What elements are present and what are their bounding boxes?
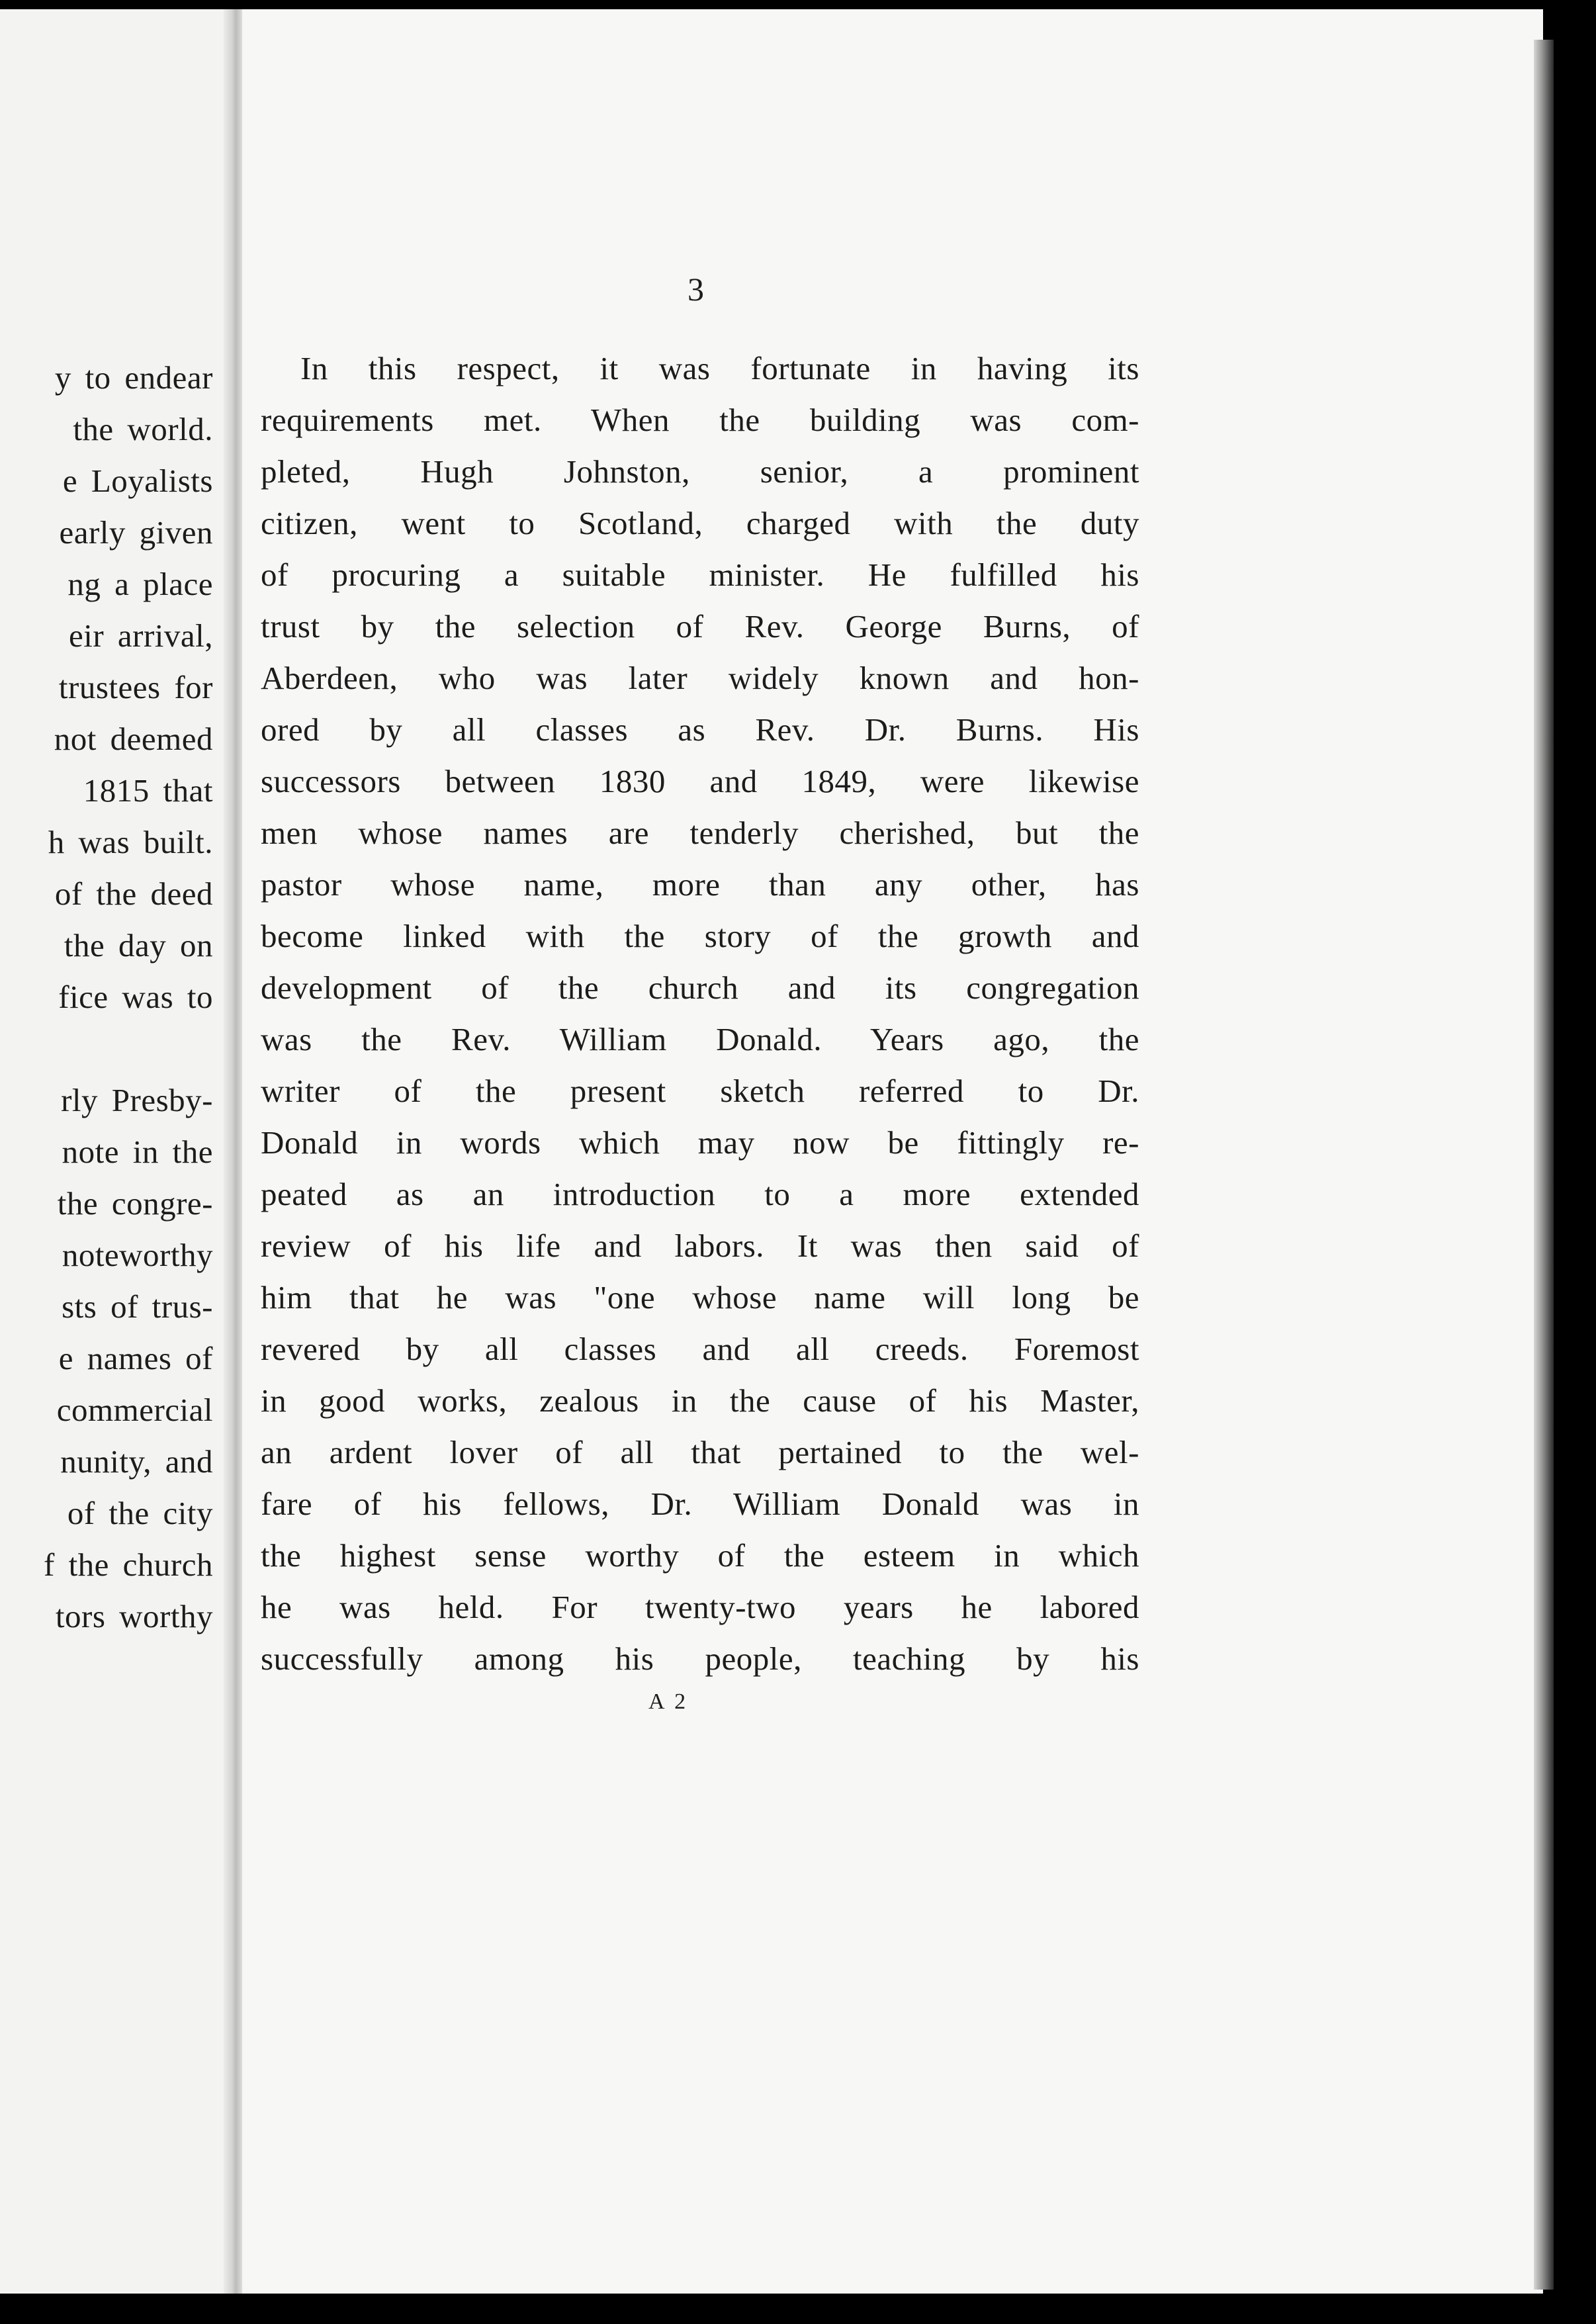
- body-text-line: revered by all classes and all creeds. Foremost: [261, 1331, 1139, 1367]
- left-page-line: h was built.: [48, 824, 213, 860]
- body-text-line: In this respect, it was fortunate in having its: [300, 350, 1139, 386]
- left-page-line: noteworthy: [62, 1237, 213, 1273]
- body-text-line: of procuring a suitable minister. He fulfilled his: [261, 557, 1139, 593]
- page-edge-shadow: [1534, 40, 1554, 2290]
- body-text-line: an ardent lover of all that pertained to the wel-: [261, 1434, 1139, 1470]
- body-text-line: review of his life and labors. It was then said of: [261, 1228, 1139, 1264]
- left-page-line: fice was to: [58, 979, 213, 1015]
- printer-signature-mark: A 2: [648, 1689, 689, 1714]
- body-text-line: become linked with the story of the growth and: [261, 918, 1139, 954]
- left-page-line: f the church: [44, 1546, 213, 1583]
- page-number: 3: [687, 271, 704, 308]
- body-text-line: citizen, went to Scotland, charged with the duty: [261, 505, 1139, 541]
- left-page-line: trustees for: [58, 669, 213, 705]
- left-page-line: commercial: [56, 1392, 213, 1428]
- body-text-line: ored by all classes as Rev. Dr. Burns. His: [261, 711, 1139, 748]
- body-text-line: successors between 1830 and 1849, were likewise: [261, 763, 1139, 799]
- body-text-line: Donald in words which may now be fittingly re-: [261, 1124, 1139, 1161]
- left-page-line: sts of trus-: [62, 1288, 213, 1325]
- body-text-line: was the Rev. William Donald. Years ago, the: [261, 1021, 1139, 1057]
- left-page-line: note in the: [62, 1134, 213, 1170]
- body-text-line: the highest sense worthy of the esteem in which: [261, 1537, 1139, 1574]
- left-page-line: eir arrival,: [68, 617, 213, 654]
- body-text-line: requirements met. When the building was com-: [261, 402, 1139, 438]
- left-page-line: rly Presby-: [61, 1082, 213, 1118]
- body-text-line: trust by the selection of Rev. George Burns, of: [261, 608, 1139, 645]
- left-page-line: the congre-: [57, 1185, 213, 1222]
- left-page-line: nunity, and: [60, 1443, 213, 1480]
- left-page-line: of the deed: [54, 875, 213, 912]
- body-text-line: development of the church and its congregation: [261, 969, 1139, 1006]
- left-page-line: e Loyalists: [62, 463, 213, 499]
- left-page-line: y to endear: [54, 359, 213, 396]
- body-text-line: in good works, zealous in the cause of his Master,: [261, 1382, 1139, 1419]
- body-text-line: writer of the present sketch referred to Dr.: [261, 1073, 1139, 1109]
- body-text-line: he was held. For twenty-two years he labored: [261, 1589, 1139, 1625]
- body-text-line: Aberdeen, who was later widely known and hon-: [261, 660, 1139, 696]
- left-page-line: 1815 that: [83, 772, 213, 809]
- body-text-line: pastor whose name, more than any other, has: [261, 866, 1139, 903]
- left-page-line: tors worthy: [55, 1598, 213, 1634]
- left-page-line: the day on: [64, 927, 213, 963]
- left-page-line: of the city: [67, 1495, 213, 1531]
- left-page-line: not deemed: [54, 721, 213, 757]
- left-page-line: ng a place: [67, 566, 213, 602]
- left-page: [0, 9, 233, 2294]
- left-page-line: early given: [59, 514, 213, 551]
- left-page-line: e names of: [58, 1340, 213, 1376]
- left-page-line: the world.: [73, 411, 213, 447]
- body-text-line: successfully among his people, teaching by his: [261, 1640, 1139, 1677]
- body-text-line: him that he was "one whose name will long be: [261, 1279, 1139, 1316]
- body-text-line: fare of his fellows, Dr. William Donald was in: [261, 1486, 1139, 1522]
- body-text-line: peated as an introduction to a more extended: [261, 1176, 1139, 1212]
- body-text-line: pleted, Hugh Johnston, senior, a prominent: [261, 453, 1139, 490]
- body-text-line: men whose names are tenderly cherished, but the: [261, 815, 1139, 851]
